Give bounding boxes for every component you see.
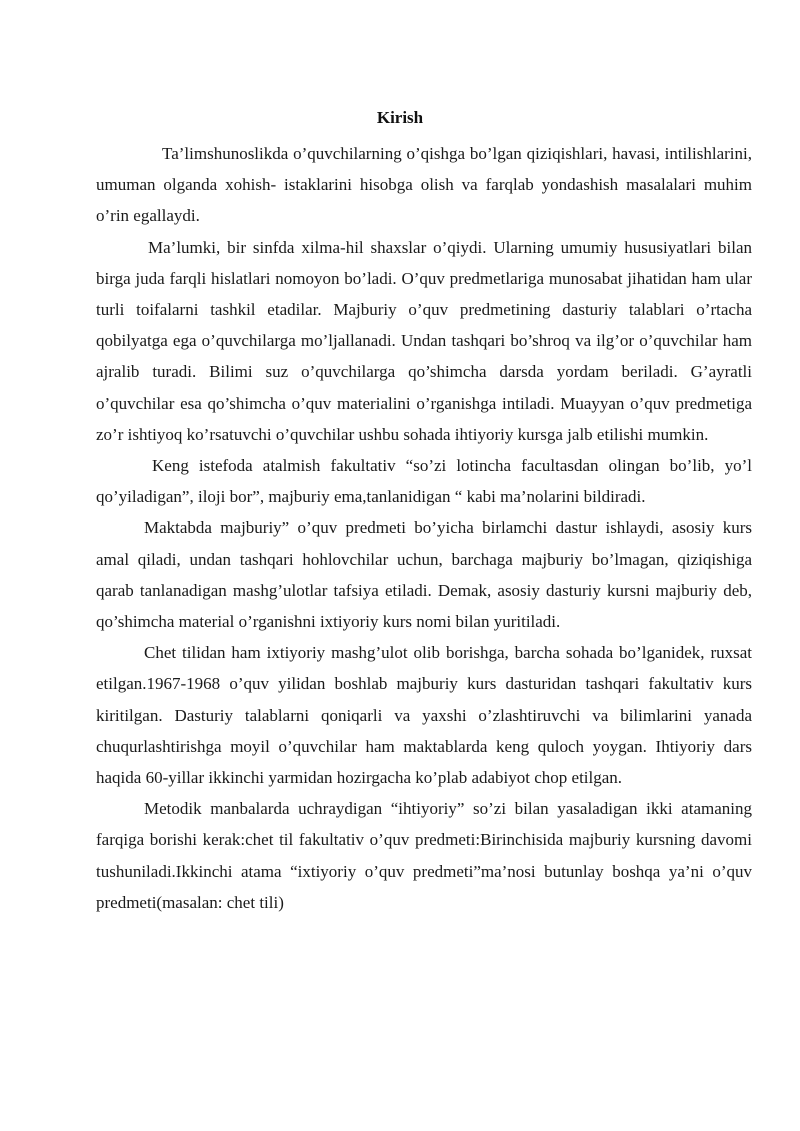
paragraph-1: Ta’limshunoslikda o’quvchilarning o’qishga bo’lgan qiziqishlari, havasi, intilishlarini, umuman olganda xohish- istaklarini hisobga olish va farqlab yondashish masalalari muhim o’rin egallaydi. xyxy=(96,144,752,226)
page-title: Kirish xyxy=(376,108,424,127)
paragraph-4: Maktabda majburiy” o’quv predmeti bo’yicha birlamchi dastur ishlaydi, asosiy kurs amal qiladi, undan tashqari hohlovchilar uchun, barchaga majburiy bo’lmagan, qiziqishiga qarab tanlanadigan mashg’ulotlar tafsiya etiladi. Demak, asosiy dasturiy kursni majburiy deb, qo’shimcha material o’rganishni ixtiyoriy kurs nomi bilan yuritiladi. xyxy=(96,518,752,632)
paragraph-5: Chet tilidan ham ixtiyoriy mashg’ulot olib borishga, barcha sohada bo’lganidek, ruxsat etilgan.1967-1968 o’quv yilidan boshlab majburiy kurs dasturidan tashqari fakultativ kurs kiritilgan. Dasturiy talablarni qoniqarli va yaxshi o’zlashtiruvchi va bilimlarini yanada chuqurlashtirishga moyil o’quvchilar ham maktablarda keng quloch yoygan. Ihtiyoriy dars haqida 60-yillar ikkinchi yarmidan hozirgacha ko’plab adabiyot chop etilgan. xyxy=(96,643,752,788)
paragraph-2: Ma’lumki, bir sinfda xilma-hil shaxslar o’qiydi. Ularning umumiy hususiyatlari bilan birga juda farqli hislatlari nomoyon bo’ladi. O’quv predmetlariga munosabat jihatidan ham ular turli toifalarni tashkil etadilar. Majburiy o’quv predmetining dasturiy talablari o’rtacha qobilyatga ega o’quvchilarga mo’ljallanadi. Undan tashqari bo’shroq va ilg’or o’quvchilar ham ajralib turadi. Bilimi suz o’quvchilarga qo’shimcha darsda yordam beriladi. G’ayratli o’quvchilar esa qo’shimcha o’quv materialini o’rganishga intiladi. Muayyan o’quv predmetiga zo’r ishtiyoq ko’rsatuvchi o’quvchilar ushbu sohada ihtiyoriy kursga jalb etilishi mumkin. xyxy=(96,237,752,444)
paragraph-3: Keng istefoda atalmish fakultativ “so’zi lotincha facultasdan olingan bo’lib, yo’l qo’yiladigan”, iloji bor”, majburiy ema,tanlanidigan “ kabi ma’nolarini bildiradi. xyxy=(96,456,752,507)
body-text xyxy=(96,138,752,918)
paragraph-6: Metodik manbalarda uchraydigan “ihtiyoriy” so’zi bilan yasaladigan ikki atamaning farqiga borishi kerak:chet til fakultativ o’quv predmeti:Birinchisida majburiy kursning davomi tushuniladi.Ikkinchi atama “ixtiyoriy o’quv predmeti”ma’nosi butunlay boshqa ya’ni o’quv predmeti(masalan: chet tili) xyxy=(96,799,752,912)
